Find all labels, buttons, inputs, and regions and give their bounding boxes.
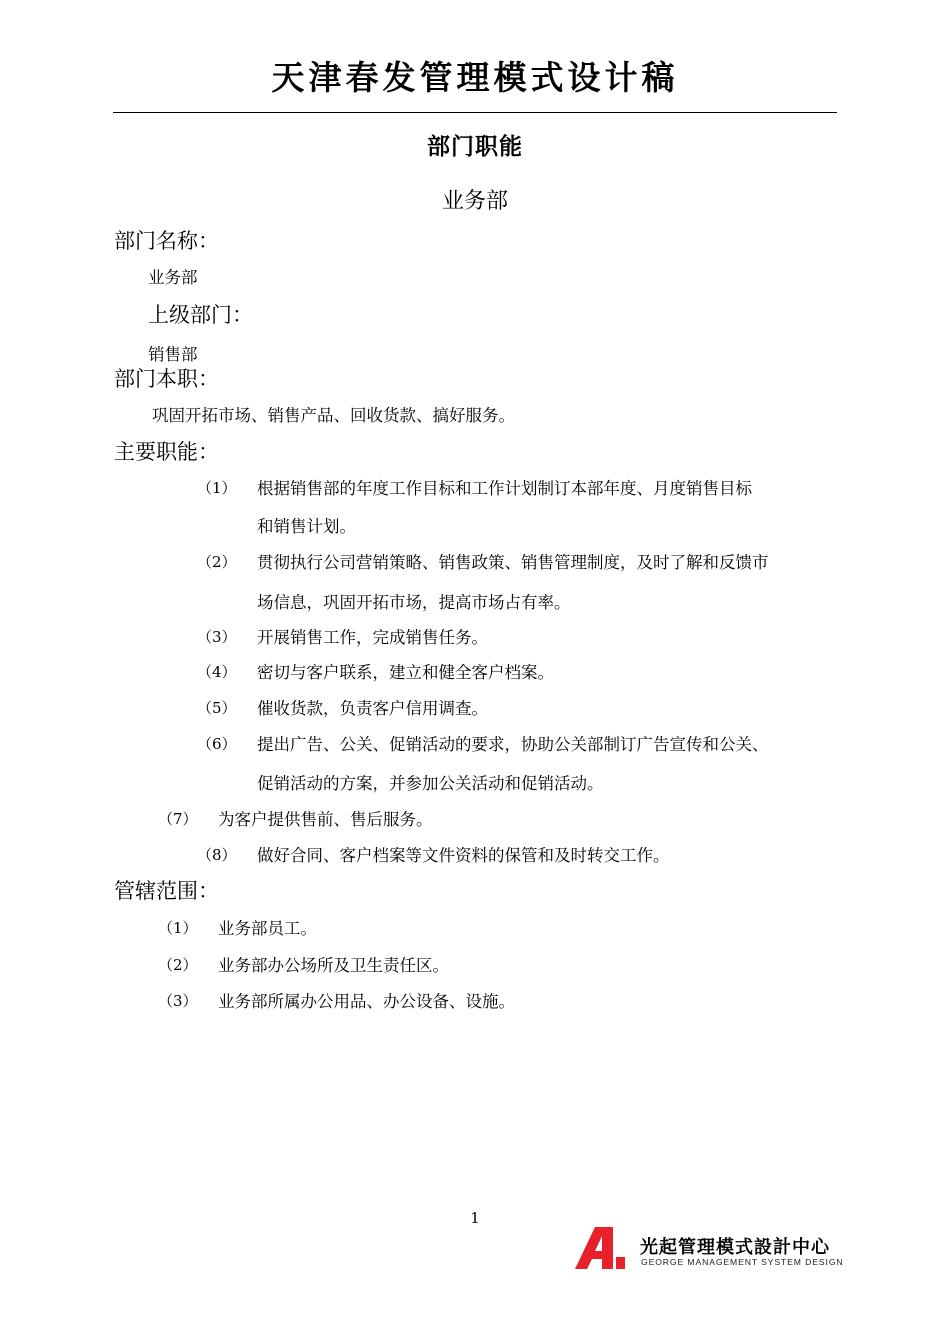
function-number: （1） (197, 479, 237, 497)
function-text: 做好合同、客户档案等文件资料的保管和及时转交工作。 (257, 846, 670, 865)
superior-dept-value: 销售部 (148, 345, 198, 364)
scope-text: 业务部员工。 (218, 919, 317, 938)
dept-duty-value: 巩固开拓市场、销售产品、回收货款、搞好服务。 (152, 406, 515, 425)
logo-a-shape (575, 1227, 613, 1269)
function-number: （7） (158, 810, 198, 828)
scope-text: 业务部所属办公用品、办公设备、设施。 (218, 992, 515, 1011)
dept-name-value: 业务部 (148, 268, 198, 287)
document-title: 部门职能 (427, 134, 523, 160)
function-text: 催收货款，负责客户信用调查。 (257, 699, 488, 718)
function-number: （4） (197, 663, 237, 681)
header-divider (113, 112, 837, 113)
logo-chinese-name: 光起管理模式設計中心 (640, 1237, 830, 1258)
function-text: 密切与客户联系，建立和健全客户档案。 (257, 663, 554, 682)
function-text: 提出广告、公关、促销活动的要求，协助公关部制订广告宣传和公关、 (257, 735, 769, 754)
main-functions-heading: 主要职能： (114, 440, 219, 464)
scope-number: （3） (158, 992, 198, 1010)
function-text-cont: 促销活动的方案，并参加公关活动和促销活动。 (257, 774, 604, 793)
function-number: （5） (197, 699, 237, 717)
function-text: 为客户提供售前、售后服务。 (218, 810, 433, 829)
function-text: 根据销售部的年度工作目标和工作计划制订本部年度、月度销售目标 (257, 479, 752, 498)
scope-number: （2） (158, 956, 198, 974)
function-text: 开展销售工作，完成销售任务。 (257, 628, 488, 647)
scope-text: 业务部办公场所及卫生责任区。 (218, 956, 449, 975)
scope-heading: 管辖范围： (114, 879, 219, 903)
function-text-cont: 和销售计划。 (257, 517, 356, 536)
function-number: （2） (197, 553, 237, 571)
function-text: 贯彻执行公司营销策略、销售政策、销售管理制度，及时了解和反馈市 (257, 553, 769, 572)
logo-a-foot (616, 1257, 625, 1269)
function-number: （6） (197, 735, 237, 753)
superior-dept-heading: 上级部门： (148, 303, 253, 327)
logo-english-name: GEORGE MANAGEMENT SYSTEM DESIGN (641, 1257, 844, 1267)
logo-a-icon (575, 1227, 635, 1269)
dept-duty-heading: 部门本职： (114, 367, 219, 391)
header-title: 天津春发管理模式设计稿 (271, 58, 679, 97)
scope-number: （1） (158, 919, 198, 937)
document-subtitle: 业务部 (441, 189, 508, 214)
function-text-cont: 场信息，巩固开拓市场，提高市场占有率。 (257, 593, 571, 612)
function-number: （8） (197, 846, 237, 864)
page-number: 1 (470, 1209, 480, 1227)
dept-name-heading: 部门名称： (114, 229, 219, 253)
function-number: （3） (197, 628, 237, 646)
company-logo-mark (575, 1227, 635, 1269)
